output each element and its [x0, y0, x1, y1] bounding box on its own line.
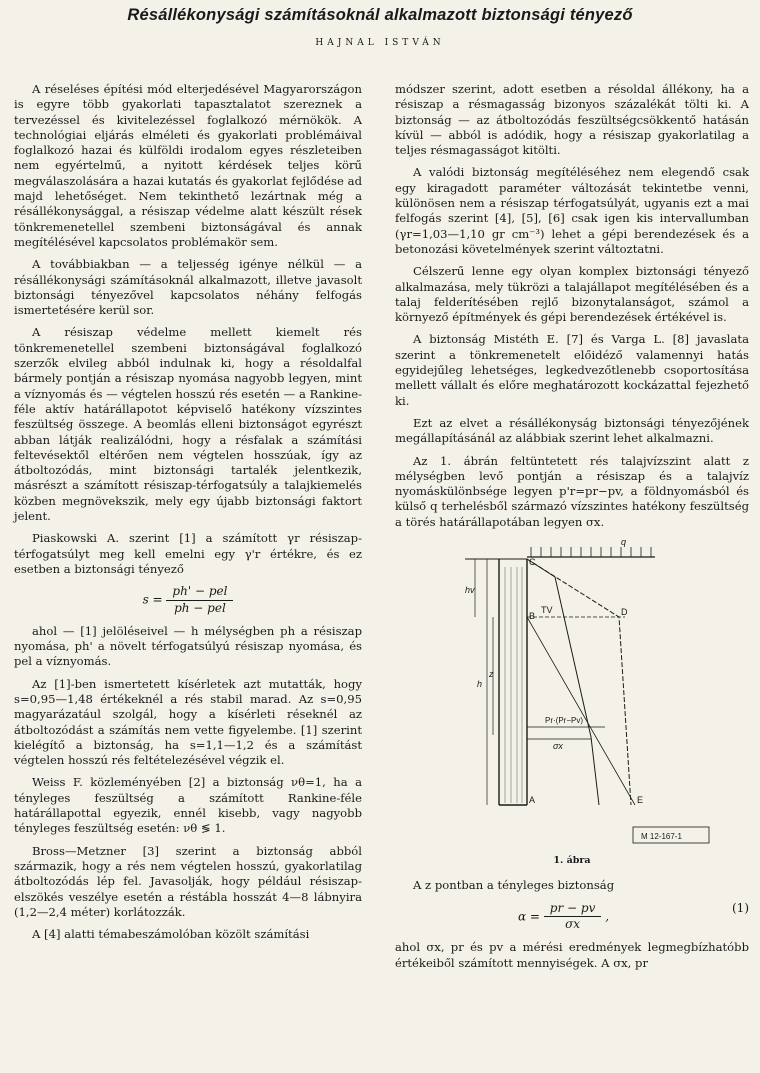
label-a: A — [529, 795, 536, 806]
article-title: Résállékonysági számításoknál alkalmazott biztonsági tényező — [127, 6, 633, 24]
article-author: HAJNAL ISTVÁN — [315, 38, 445, 48]
paragraph: ahol — [1] jelöléseivel — h mélységben ph a résiszap nyomása, ph' a növelt térfogatsúlyú résiszap nyomása, és pel a víznyomás. — [14, 623, 362, 669]
label-h: h — [477, 679, 483, 690]
label-c: C — [529, 557, 536, 568]
equation-1 — [395, 901, 749, 933]
figure-caption: 1. ábra — [553, 855, 591, 867]
paragraph: Piaskowski A. szerint [1] a számított γr résiszap-térfogatsúlyt meg kell emelni egy γ'r értékre, és ez esetben a biztonsági tényező — [14, 531, 362, 576]
paragraph: ahol σx, pr és pv a mérési eredmények legmegbízhatóbb értékeiből számított mennyiségek. A σx, pr — [395, 940, 749, 970]
paragraph: módszer szerint, adott esetben a résoldal állékony, ha a résiszap a résmagasság bizonyos százalékát tölti ki. A biztonság — az átboltozódás feszültségcsökkentő hatásán kívül — abból is adódik, hogy a résiszap gyakorlatilag a teljes résmagasságot kitölti. — [395, 82, 749, 158]
paragraph: Bross—Metzner [3] szerint a biztonság abból származik, hogy a rés nem végtelen hosszú, gyakorlatilag átboltozódás lép fel. Javasolják, hogy például résiszap-elszökés veszélye esetén a réstábla hosszát 4—8 lábnyira (1,2—2,4 méter) korlátozzák. — [14, 843, 362, 919]
paragraph: A z pontban a tényleges biztonság — [413, 878, 615, 893]
formula-numerator: ph' − pel — [166, 584, 233, 600]
paragraph: A valódi biztonság megítéléséhez nem elegendő csak egy kiragadott paraméter változását tekintetbe venni, különösen nem a résiszap térfogatsúlyát, ugyanis ezt a mai felfogás szerint [4], [5], [6] csak igen kis intervallumban (γr=1,03—1,10 gr cm⁻³) lehet a gépi berendezések és a betonozási követelmények szerint változtatni. — [395, 165, 749, 256]
label-q: q — [621, 537, 627, 548]
formula-fraction — [166, 584, 233, 616]
formula-fraction — [544, 901, 602, 933]
safety-factor-formula — [14, 584, 362, 616]
figure-stamp: M 12-167-1 — [641, 832, 682, 842]
label-d: D — [621, 607, 628, 618]
paragraph: Az [1]-ben ismertetett kísérletek azt mutatták, hogy s=0,95—1,48 értékeknél a rés stabil marad. Az s=0,95 magyarázatául szolgál, hogy a kísérleti réseknél az átboltozódást a számítás nem vette figyelembe. [1] szerint kielégítő a biztonság, ha s=1,1—1,2 és a számítást végtelen hosszú rés feltételezésével végzik el. — [14, 676, 362, 768]
formula-lhs: s = — [142, 592, 163, 607]
paragraph: A [4] alatti témabeszámolóban közölt számítási — [32, 927, 310, 942]
equation-number: (1) — [732, 900, 749, 915]
formula-numerator: pr − pv — [544, 901, 602, 917]
formula-tail: , — [605, 908, 610, 923]
right-column — [395, 82, 749, 978]
formula-denominator: ph − pel — [174, 600, 226, 615]
paragraph: A biztonság Mistéth E. [7] és Varga L. [8] javaslata szerint a tönkremenetelt előidéző valamennyi hatás egyidejűleg lehetséges, legkedvezőtlenebb csoportosítása mellett vállalt és előre meghatározott kockázattal fejezhető ki. — [395, 332, 749, 408]
paragraph: A réseléses építési mód elterjedésével Magyarországon is egyre több gyakorlati tapasztalatot szereznek a tervezéssel és kivitelezéssel foglalkozó mérnökök. A technológiai eljárás elméleti és gyakorlati problémáival foglalkozó hazai és külföldi irodalom egyes részleteiben nem egyértelmű, a nyitott kérdések teljes körű megválaszolására a hazai kutatás és gyakorlat fejlődése ad majd lehetőséget. Nem tekinthető lezártnak még a résállékonysággal, a résiszap védelme alatt készült rések tönkremenetellel szembeni biztonságával és annak megítélésével kapcsolatos problémakör sem. — [14, 82, 362, 249]
surcharge-arrows — [531, 547, 651, 557]
label-b: B — [529, 611, 536, 622]
earth-pressure-curve — [527, 559, 599, 805]
paragraph: A továbbiakban — a teljesség igénye nélkül — a résállékonysági számításoknál alkalmazott, illetve javasolt biztonsági tényezővel kapcsolatos néhány felfogás ismertetésére kerül sor. — [14, 257, 362, 318]
paragraph: Az 1. ábrán feltüntetett rés talajvízszint alatt z mélységben levő pontján a résiszap és a talajvíz nyomáskülönbsége legyen p'r=pr−pv, a földnyomásból és külső q terhelésből származó vízszintes hatékony feszültség a törés határállapotában legyen σx. — [395, 453, 749, 529]
water-pressure-line — [527, 617, 635, 805]
left-column — [14, 82, 362, 949]
paragraph: A résiszap védelme mellett kiemelt rés tönkremenetellel szembeni biztonságával foglalkozó szerzők elvileg abból indulnak ki, hogy a résoldalfal bármely pontján a résiszap nyomása nagyobb legyen, mint a víznyomás és — végtelen hosszú rés esetén — a Rankine-féle aktív határállapotot képviselő hatékony vízszintes feszültség összege. A beomlás elleni biztonságot egyrészt abban látják realizálódni, hogy a résfalak a számítási feltevésektől eltérően nem végtelen hosszúak, így az átboltozódás, mint biztonsági tartalék jelentkezik, másrészt a számított résiszap-térfogatsúly a talajkiemelés közben megnövekszik, mely egy újabb biztonsági faktort jelent. — [14, 325, 362, 524]
label-e: E — [637, 795, 644, 806]
label-pr: Pr·(Pr−Pv) — [545, 716, 583, 726]
label-z: z — [489, 669, 494, 680]
slurry-fill — [505, 567, 522, 803]
figure-1 — [395, 537, 749, 849]
formula-lhs: α = — [517, 908, 540, 923]
label-sigma: σx — [553, 741, 563, 752]
paragraph: Weiss F. közleményében [2] a biztonság νθ=1, ha a tényleges feszültség a számított Rankine-féle határállapottal egyezik, ennél kisebb, vagy nagyobb tényleges feszültség esetén: νθ ≶ 1. — [14, 775, 362, 836]
label-hv: hv — [465, 585, 475, 596]
formula-denominator: σx — [565, 916, 581, 931]
paragraph: Célszerű lenne egy olyan komplex biztonsági tényező alkalmazása, mely tükrözi a talajállapot megítélésében és a talaj felderítésében rejlő bizonytalanságot, számol a környező építmények és gépi berendezések értékével is. — [395, 264, 749, 325]
trench-diagram — [395, 537, 749, 849]
paragraph: Ezt az elvet a résállékonyság biztonsági tényezőjének megállapításánál az alábbiak szerint lehet alkalmazni. — [395, 415, 749, 446]
label-tv: TV — [541, 605, 553, 616]
